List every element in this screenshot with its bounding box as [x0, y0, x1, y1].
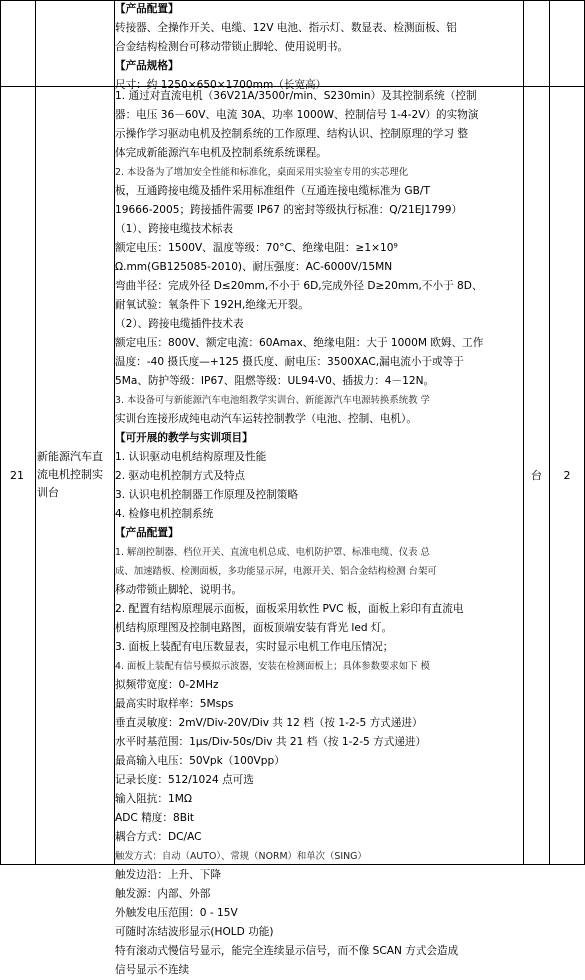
spec-line: 4. 检修电机控制系统: [115, 508, 214, 520]
item-name: 新能源汽车直流电机控制实训台: [37, 450, 103, 499]
spec-line: 1. 通过对直流电机（36V21A/3500r/min、S230min）及其控制系统（控制: [115, 90, 477, 102]
spec-line: 触发方式：自动（AUTO）、常规（NORM）和单次（SING）: [115, 851, 367, 862]
spec-line: （2）、跨接电缆插件技术表: [115, 318, 244, 330]
col-divider: [549, 0, 550, 865]
spec-line: 弯曲半径：完成外径 D≤20mm,不小于 6D,完成外径 D≥20mm,不小于 8D、: [115, 280, 483, 292]
spec-line: 外触发电压范围：0 - 15V: [115, 907, 238, 919]
spec-line: 3. 认识电机控制器工作原理及控制策略: [115, 489, 298, 501]
spec-line: 1. 认识驱动电机结构原理及性能: [115, 451, 267, 463]
spec-line: 记录长度：512/1024 点可选: [115, 774, 254, 786]
spec-line: ADC 精度：8Bit: [115, 812, 195, 824]
spec-line: 5Ma、防护等级：IP67、阻燃等级：UL94-V0、插拔力：4－12N。: [115, 375, 435, 387]
spec-line: 2. 配置有结构原理展示面板，面板采用软性 PVC 板，面板上彩印有直流电: [115, 603, 464, 615]
spec-line: 最高实时取样率：5Msps: [115, 698, 234, 710]
spec-line: 【产品配置】: [115, 527, 179, 539]
spec-line: 特有滚动式慢信号显示，能完全连续显示信号，而不像 SCAN 方式会造成: [115, 945, 459, 957]
previous-item-config-cell: [115, 0, 523, 95]
spec-line: 1. 解剖控制器、档位开关、直流电机总成、电机防护罩、标准电缆、仪表 总: [115, 547, 430, 558]
spec-line: 19666-2005；跨接插件需要 IP67 的密封等级执行标准：Q/21EJ1799）: [115, 204, 463, 216]
spec-line: 耦合方式：DC/AC: [115, 831, 202, 843]
spec-line: 额定电压：1500V、温度等级：70°C、绝缘电阻：≥1×10⁹: [115, 242, 398, 254]
spec-line: 耐氧试验：氧条件下 192H,绝缘无开裂。: [115, 299, 309, 311]
spec-line: 【产品配置】: [115, 3, 179, 15]
spec-line: 机结构原理图及控制电路图，面板顶端安装有背光 led 灯。: [115, 622, 393, 634]
spec-line: 额定电压：800V、额定电流：60Amax、绝缘电阻：大于 1000M 欧姆、工作: [115, 337, 484, 349]
spec-line: 3. 本设备可与新能源汽车电池组教学实训台、新能源汽车电源转换系统教 学: [115, 395, 430, 406]
item-quantity: 2: [563, 469, 571, 482]
spec-line: 器：电压 36－60V、电流 30A、功率 1000W、控制信号 1-4-2V）的实物演: [115, 109, 479, 121]
spec-line: 2. 本设备为了增加安全性能和标准化，桌面采用实验室专用的实芯理化: [115, 167, 409, 178]
col-divider: [523, 0, 524, 865]
spec-line: 拟频带宽度：0-2MHz: [115, 679, 219, 691]
spec-line: 最高输入电压：50Vpk（100Vpp）: [115, 755, 285, 767]
col-divider: [35, 0, 36, 865]
spec-line: 垂直灵敏度：2mV/Div-20V/Div 共 12 档（按 1-2-5 方式递进）: [115, 717, 423, 729]
spec-line: 板，互通跨接电缆及插件采用标准组件（互通连接电缆标准为 GB/T: [115, 185, 430, 197]
spec-line: 信号显示不连续: [115, 964, 190, 976]
spec-line: 可随时冻结波形显示(HOLD 功能): [115, 926, 274, 938]
spec-line: 尺寸：约 1250×650×1700mm（长宽高）: [115, 79, 327, 91]
spec-line: 实训台连接形成纯电动汽车运转控制教学（电池、控制、电机）。: [115, 413, 417, 425]
spec-line: 成、加速踏板、检测面板，多功能显示屏，电源开关、铝合金结构检测 台架可: [115, 566, 437, 577]
item-spec-description: [115, 87, 523, 980]
spec-line: 合金结构检测台可移动带锁止脚轮、使用说明书。: [115, 41, 349, 53]
spec-line: 触发源：内部、外部: [115, 888, 211, 900]
spec-line: 触发边沿：上升、下降: [115, 869, 221, 881]
spec-line: 【产品规格】: [115, 60, 179, 72]
table-border-left: [0, 0, 1, 865]
spec-line: 【可开展的教学与实训项目】: [115, 432, 253, 444]
item-index: 21: [10, 469, 24, 482]
spec-line: 3. 面板上装配有电压数显表，实时显示电机工作电压情况；: [115, 641, 394, 653]
spec-line: 温度：-40 摄氏度—+125 摄氏度、耐电压：3500XAC,漏电流小于或等于: [115, 356, 464, 368]
spec-line: 移动带锁止脚轮、说明书。: [115, 584, 243, 596]
spec-line: （1）、跨接电缆技术标表: [115, 223, 233, 235]
spec-line: 示操作学习驱动电机及控制系统的工作原理、结构认识、控制原理的学习 整: [115, 128, 468, 140]
spec-line: Ω.mm(GB125085-2010)、耐压强度：AC-6000V/15MN: [115, 261, 393, 273]
spec-line: 转接器、全操作开关、电缆、12V 电池、指示灯、数显表、检测面板、铝: [115, 22, 457, 34]
spec-line: 2. 驱动电机控制方式及特点: [115, 470, 246, 482]
spec-line: 体完成新能源汽车电机及控制系统系统课程。: [115, 147, 327, 159]
item-unit: 台: [531, 469, 542, 482]
spec-line: 输入阻抗：1MΩ: [115, 793, 192, 805]
spec-line: 水平时基范围：1μs/Div-50s/Div 共 21 档（按 1-2-5 方式递进）: [115, 736, 427, 748]
spec-line: 4. 面板上装配有信号模拟示波器，安装在检测面板上；具体参数要求如下 模: [115, 661, 430, 672]
